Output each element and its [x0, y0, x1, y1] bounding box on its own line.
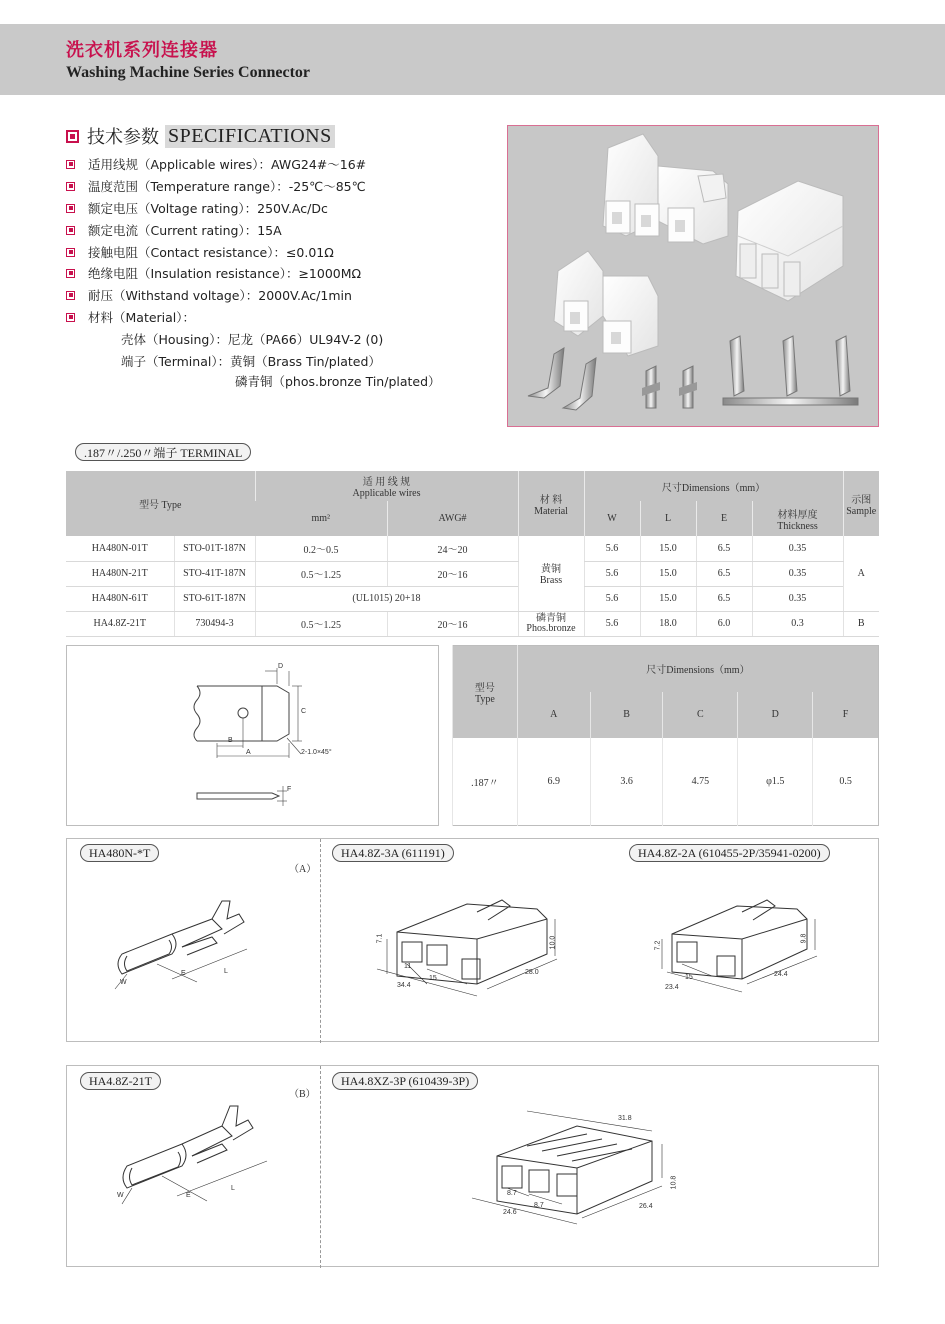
spec-item	[66, 221, 282, 239]
header-type: 型号 Type	[66, 471, 255, 536]
header-thickness-cn: 材料厚度	[777, 509, 818, 521]
h3-dim-b: 11	[404, 963, 412, 970]
xz-dim-b: 10.8	[670, 1175, 678, 1190]
term-a-dim-w: W	[120, 979, 127, 986]
xz-dim-c: 8.7	[507, 1190, 517, 1197]
term-a-dim-l: L	[224, 968, 228, 975]
panel-a-tag: （A）	[289, 864, 317, 875]
dim-header-type	[453, 646, 518, 738]
header-sample	[843, 471, 879, 536]
spec-item	[66, 177, 366, 195]
cell-material-brass	[518, 536, 584, 611]
header-applicable-wires	[255, 471, 518, 501]
h2-dim-a: 7.2	[654, 940, 662, 951]
divider	[320, 1066, 321, 1268]
panel-b-label-1: HA4.8Z-21T	[80, 1072, 161, 1090]
dim-header-col: D	[738, 692, 813, 738]
header-awg: AWG#	[387, 501, 518, 536]
dim-label-a: A	[246, 749, 251, 756]
housing-3a-drawing	[357, 884, 567, 999]
dim-cell: 3.6	[590, 738, 663, 826]
header-w: W	[584, 501, 640, 536]
tab-drawing-panel	[66, 645, 439, 826]
h3-dim-c: 15	[429, 975, 437, 982]
cell-l: 15.0	[640, 561, 696, 586]
xz-dim-d: 8.7	[534, 1202, 544, 1209]
product-photo	[507, 125, 879, 427]
dim-header-col: F	[813, 692, 879, 738]
cell-awg: 20～16	[387, 561, 518, 586]
square-bullet-icon	[66, 160, 75, 169]
header-e: E	[696, 501, 752, 536]
header-sample-en: Sample	[846, 505, 877, 517]
xz-dim-e: 24.6	[503, 1209, 517, 1216]
header-wires-cn: 适 用 线 规	[362, 477, 411, 488]
cell-part: STO-41T-187N	[174, 561, 255, 586]
panel-a-label-1: HA480N-*T	[80, 844, 159, 862]
header-thickness	[752, 501, 843, 536]
spec-item	[66, 286, 352, 304]
square-bullet-icon	[66, 204, 75, 213]
cell-e: 6.5	[696, 536, 752, 561]
page-title-cn: 洗衣机系列连接器	[66, 40, 218, 61]
cell-e: 6.5	[696, 561, 752, 586]
h2-dim-e: 9.8	[800, 933, 808, 944]
terminal-photos	[528, 336, 858, 410]
h3-dim-e: 28.0	[525, 969, 539, 976]
h3-dim-d: 34.4	[397, 982, 411, 989]
material-phos-cn: 磷青铜	[536, 612, 566, 624]
cell-mm2: 0.5～1.25	[255, 611, 387, 636]
specifications-heading-cn: 技术参数	[87, 127, 159, 148]
material-housing: 壳体（Housing）：尼龙（PA66）UL94V-2 (0)	[121, 332, 384, 347]
term-b-dim-w: W	[117, 1192, 124, 1199]
terminal-section-label: .187〃/.250〃端子 TERMINAL	[75, 443, 251, 461]
table-row	[66, 611, 879, 636]
header-wires-en: Applicable wires	[352, 488, 421, 499]
cell-part: STO-61T-187N	[174, 586, 255, 611]
spec-item-text: 耐压（Withstand voltage）：2000V.Ac/1min	[88, 288, 352, 303]
housing-3way-photo	[603, 134, 728, 244]
dim-label-c: C	[301, 708, 307, 715]
h3-dim-a: 7.1	[376, 933, 384, 944]
h3-dim-f: 10.0	[549, 935, 557, 950]
spec-item-text: 额定电压（Voltage rating）：250V.Ac/Dc	[88, 201, 328, 216]
spec-item-text: 温度范围（Temperature range）：-25℃～85℃	[88, 179, 366, 194]
header-l: L	[640, 501, 696, 536]
dim-cell-type: .187〃	[453, 738, 518, 826]
term-b-dim-e: E	[186, 1192, 191, 1199]
cell-w: 5.6	[584, 561, 640, 586]
dim-header-col: B	[590, 692, 663, 738]
dim-cell: φ1.5	[738, 738, 813, 826]
material-brass-cn: 黄铜	[541, 564, 561, 576]
square-bullet-icon	[66, 182, 75, 191]
drawing-panel-b	[66, 1065, 879, 1267]
dim-label-chamfer: 2-1.0×45°	[301, 749, 332, 756]
cell-thickness: 0.35	[752, 536, 843, 561]
cell-material-phos	[518, 611, 584, 636]
terminal-spec-table	[66, 471, 879, 637]
table-row	[66, 536, 879, 561]
spec-item	[66, 308, 195, 326]
header-material-cn: 材 料	[539, 494, 563, 506]
spec-item-text: 适用线规（Applicable wires）：AWG24#～16#	[88, 157, 367, 172]
cell-model: HA480N-61T	[66, 586, 174, 611]
spec-item-text: 材料（Material）：	[88, 310, 196, 325]
header-material	[518, 471, 584, 536]
cell-e: 6.5	[696, 586, 752, 611]
material-terminal-alt: 磷青铜（phos.bronze Tin/plated）	[235, 374, 441, 389]
cell-e: 6.0	[696, 611, 752, 636]
cell-l: 15.0	[640, 536, 696, 561]
xz-dim-f: 26.4	[639, 1203, 653, 1210]
cell-l: 18.0	[640, 611, 696, 636]
cell-thickness: 0.3	[752, 611, 843, 636]
housing-3p-photo	[736, 181, 843, 301]
cell-awg: 20～16	[387, 611, 518, 636]
material-terminal: 端子（Terminal）：黄铜（Brass Tin/plated）	[121, 354, 381, 369]
cell-mm2: 0.5～1.25	[255, 561, 387, 586]
dim-cell: 6.9	[517, 738, 590, 826]
divider	[320, 839, 321, 1043]
table-row	[453, 738, 879, 826]
cell-part: STO-01T-187N	[174, 536, 255, 561]
xz-dim-a: 31.8	[618, 1115, 632, 1122]
dim-label-d: D	[278, 663, 284, 670]
specifications-heading-en: SPECIFICATIONS	[165, 125, 335, 148]
header-sample-cn: 示图	[851, 494, 872, 506]
spec-item	[66, 155, 366, 173]
dim-label-b: B	[228, 737, 233, 744]
cell-model: HA480N-01T	[66, 536, 174, 561]
cell-thickness: 0.35	[752, 586, 843, 611]
header-thickness-en: Thickness	[777, 520, 818, 532]
h2-dim-b: 15	[685, 974, 693, 981]
square-bullet-icon	[66, 248, 75, 257]
cell-mm2: 0.2～0.5	[255, 536, 387, 561]
cell-model: HA4.8Z-21T	[66, 611, 174, 636]
cell-sample-a: A	[843, 536, 879, 611]
cell-thickness: 0.35	[752, 561, 843, 586]
dim-header-col: A	[517, 692, 590, 738]
spec-item-text: 绝缘电阻（Insulation resistance）：≥1000MΩ	[88, 266, 362, 281]
dim-label-f: F	[287, 786, 292, 793]
cell-wire-merged: (UL1015) 20+18	[255, 586, 518, 611]
dim-cell: 0.5	[813, 738, 879, 826]
cell-awg: 24～20	[387, 536, 518, 561]
cell-sample-b: B	[843, 611, 879, 636]
spec-item-text: 接触电阻（Contact resistance）：≤0.01Ω	[88, 245, 334, 260]
cell-l: 15.0	[640, 586, 696, 611]
tab-drawing	[67, 646, 438, 825]
term-a-dim-e: E	[181, 970, 186, 977]
cell-w: 5.6	[584, 536, 640, 561]
cell-w: 5.6	[584, 586, 640, 611]
square-bullet-icon	[66, 291, 75, 300]
panel-b-label-2: HA4.8XZ-3P (610439-3P)	[332, 1072, 478, 1090]
cell-part: 730494-3	[174, 611, 255, 636]
spec-item	[66, 264, 361, 282]
material-brass-en: Brass	[539, 575, 563, 587]
drawing-panel-a	[66, 838, 879, 1042]
dim-header-type-cn: 型号	[474, 682, 495, 694]
panel-b-tag: （B）	[289, 1089, 316, 1100]
term-b-dim-l: L	[231, 1185, 235, 1192]
h2-dim-d: 24.4	[774, 971, 788, 978]
header-material-en: Material	[534, 505, 568, 517]
terminal-b-drawing	[107, 1101, 287, 1221]
dim-cell: 4.75	[663, 738, 738, 826]
table-row	[66, 561, 879, 586]
square-bullet-icon	[66, 313, 75, 322]
dim-header-type-en: Type	[475, 693, 495, 705]
h2-dim-c: 23.4	[665, 984, 679, 991]
dim-header-col: C	[663, 692, 738, 738]
page-title-en: Washing Machine Series Connector	[66, 64, 310, 81]
terminal-a-drawing	[97, 894, 277, 1004]
table-row	[66, 586, 879, 611]
header-mm2: mm²	[255, 501, 387, 536]
square-bullet-icon	[66, 226, 75, 235]
material-phos-en: Phos.bronze	[526, 622, 576, 634]
dimension-table	[452, 645, 879, 826]
spec-item	[66, 243, 334, 261]
dim-header-dimensions: 尺寸Dimensions（mm）	[517, 646, 878, 692]
panel-a-label-2: HA4.8Z-3A (611191)	[332, 844, 454, 862]
specifications-heading	[66, 125, 335, 147]
panel-a-label-3: HA4.8Z-2A (610455-2P/35941-0200)	[629, 844, 830, 862]
spec-item-text: 额定电流（Current rating）：15A	[88, 223, 282, 238]
spec-item	[66, 199, 328, 217]
square-bullet-icon	[66, 269, 75, 278]
square-bullet-icon	[66, 130, 79, 143]
housing-3p-drawing	[467, 1106, 697, 1231]
cell-model: HA480N-21T	[66, 561, 174, 586]
cell-w: 5.6	[584, 611, 640, 636]
header-dimensions: 尺寸Dimensions（mm）	[584, 471, 843, 501]
housing-2way-photo	[554, 251, 658, 356]
